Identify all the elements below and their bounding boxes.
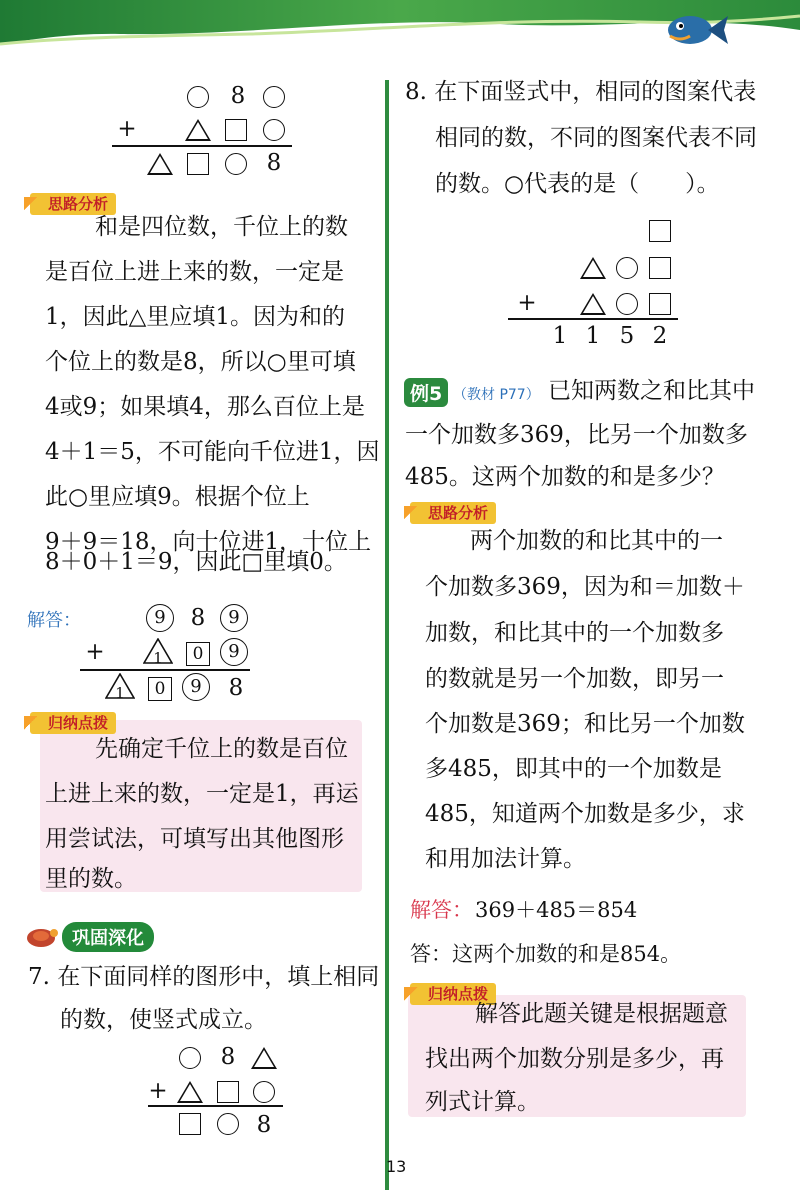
text-line: 485。这两个加数的和是多少？ [405,464,725,490]
answer-label: 解答： [27,610,81,631]
question-7-line: 的数，使竖式成立。 [60,1007,267,1033]
filled-triangle [143,638,173,667]
analysis-badge: 思路分析 [30,193,116,215]
header-banner [0,0,800,58]
text-line: 两个加数的和比其中的一 [470,528,723,554]
digit: 8 [190,605,206,631]
circle-shape [183,82,213,110]
triangle-shape [145,149,175,177]
digit: 5 [619,323,635,349]
digit: 8 [230,83,246,109]
digit: 8 [256,1112,272,1138]
filled-circle: 9 [146,604,174,632]
triangle-digit: 1 [153,649,163,667]
triangle-digit: 1 [115,684,125,702]
text-line: 8＋0＋1＝9，因此□里填0。 [45,549,347,575]
text-line: 1，因此△里应填1。因为和的 [45,304,345,330]
circle-shape [259,115,289,143]
digit: 8 [228,675,244,701]
text-line: 9＋9＝18，向十位进1，十位上 [45,529,372,555]
text-line: 此○里应填9。根据个位上 [45,484,310,510]
text-line: 上进上来的数，一定是1，再运 [45,781,359,807]
text-line: 是百位上进上来的数，一定是 [45,259,344,285]
answer-text: 答：这两个加数的和是854。 [410,942,682,966]
text-line: 一个加数多369，比另一个加数多 [405,422,748,448]
summary-badge: 归纳点拨 [410,983,496,1005]
text-line: 的数就是另一个加数，即另一 [425,666,724,692]
text-line: 和是四位数，千位上的数 [95,214,348,240]
text-line: 找出两个加数分别是多少，再 [425,1046,724,1072]
sum-line [148,1105,283,1107]
plus-sign: + [517,290,537,316]
plus-sign: + [85,639,105,665]
column-divider [385,80,389,1190]
text-line: 8. 在下面竖式中，相同的图案代表 [405,79,757,105]
digit: 8 [266,150,282,176]
square-shape [221,115,251,143]
text-line: 个加数是369；和比另一个加数 [425,711,745,737]
text-line: 的数。○代表的是（ ）。 [435,171,720,197]
text-line: 4＋1＝5，不可能向千位进1，因 [45,439,380,465]
filled-triangle [105,673,135,702]
analysis-badge: 思路分析 [410,502,496,524]
circle-shape [221,149,251,177]
sum-line [80,669,250,671]
text-line: 个加数多369，因为和＝加数＋ [425,574,745,600]
text-line: 4或9；如果填4，那么百位上是 [45,394,365,420]
text-line: 已知两数之和比其中 [548,378,755,404]
section-title: 巩固深化 [62,922,154,952]
text-line: 相同的数，不同的图案代表不同 [435,125,757,151]
sum-line [508,318,678,320]
text-line: 解答此题关键是根据题意 [475,1001,728,1027]
digit: 1 [552,323,568,349]
filled-circle: 9 [220,638,248,666]
digit: 8 [220,1044,236,1070]
square-shape [183,149,213,177]
answer-label: 解答： [410,898,473,922]
text-line: 和用加法计算。 [425,846,586,872]
digit: 2 [652,323,668,349]
filled-circle: 9 [220,604,248,632]
sum-line [112,145,292,147]
text-line: 个位上的数是8，所以○里可填 [45,349,356,375]
text-line: 用尝试法，可填写出其他图形 [45,826,344,852]
question-7-line: 7. 在下面同样的图形中，填上相同 [28,964,380,990]
textbook-ref: （教材 P77） [453,387,540,403]
text-line: 先确定千位上的数是百位 [95,736,348,762]
plus-sign: + [148,1078,168,1104]
digit: 1 [585,323,601,349]
plus-sign: + [117,116,137,142]
filled-circle: 9 [182,673,210,701]
text-line: 多485，即其中的一个加数是 [425,756,722,782]
text-line: 加数，和比其中的一个加数多 [425,620,724,646]
filled-square: 0 [186,642,210,666]
summary-badge: 归纳点拨 [30,712,116,734]
page-number: 13 [386,1157,407,1176]
filled-square: 0 [148,677,172,701]
circle-shape [259,82,289,110]
example-badge: 例5 [404,378,448,407]
text-line: 里的数。 [45,866,137,892]
triangle-shape [183,115,213,143]
text-line: 列式计算。 [425,1089,540,1115]
text-line: 485，知道两个加数是多少，求 [425,801,745,827]
turtle-icon [24,923,58,949]
answer-expression: 369＋485＝854 [475,898,638,922]
